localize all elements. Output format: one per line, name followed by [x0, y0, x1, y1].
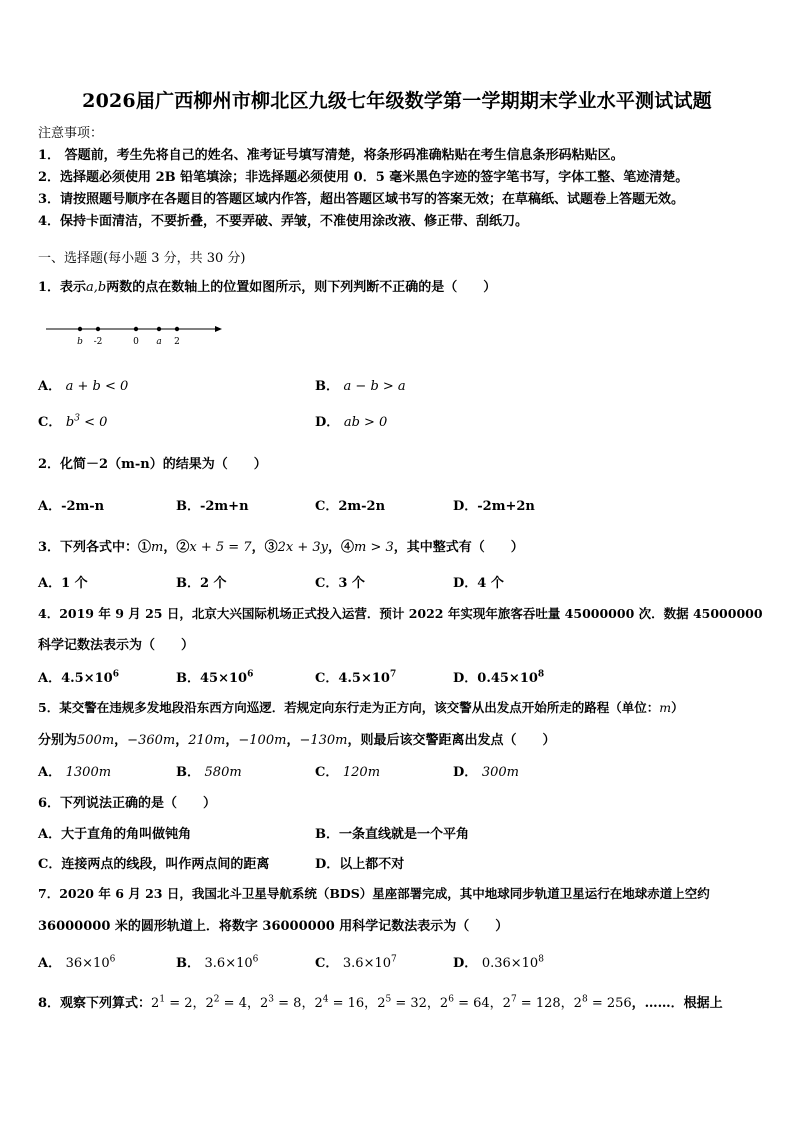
q7-option-b: B． $3.6\times 10^6$	[176, 954, 259, 971]
q7-option-a: A． $36\times 10^6$	[38, 954, 116, 971]
notice-item-2: 2．选择题必须使用 2B 铅笔填涂；非选择题必须使用 0．5 毫米黑色字迹的签字笔书写，字体工整、笔迹清楚。	[38, 170, 689, 185]
point-b	[78, 327, 82, 331]
q1-option-b: B． a − b > a	[315, 379, 406, 394]
q5-option-b: B． 580m	[176, 765, 242, 780]
q4-option-a: A．$4.5\times 10^6$	[38, 669, 119, 686]
q7-option-d: D． $0.36\times 10^8$	[453, 954, 544, 971]
question-4-line-2: 科学记数法表示为（ ）	[38, 638, 195, 653]
q3-option-b: B．2 个	[176, 576, 227, 591]
q6-option-d: D．以上都不对	[315, 857, 405, 872]
q8-power-2: $2^2 = 4$	[205, 994, 247, 1011]
question-3-stem: 3．下列各式中：①m，②x + 5 = 7，③2x + 3y，④m > 3，其中整式有（ ）	[38, 540, 524, 555]
q3-option-d: D．4 个	[453, 576, 504, 591]
number-line-arrow	[215, 326, 222, 332]
q3-option-c: C．3 个	[315, 576, 365, 591]
label-neg2: -2	[93, 337, 103, 347]
q1-option-c: C． $b^3 < 0$	[38, 413, 108, 430]
question-7-line-2: 36000000 米的圆形轨道上．将数字 36000000 用科学记数法表示为（ ）	[38, 919, 509, 934]
section-heading: 一、选择题(每小题 3 分，共 30 分)	[38, 251, 246, 266]
q8-power-1: $2^1 = 2$	[151, 994, 193, 1011]
number-line	[38, 320, 238, 350]
q8-power-4: $2^4 = 16$	[314, 994, 365, 1011]
q8-power-3: $2^3 = 8$	[259, 994, 302, 1011]
question-7-line-1: 7．2020 年 6 月 23 日，我国北斗卫星导航系统（BDS）星座部署完成，其中地球同步轨道卫星运行在地球赤道上空约	[38, 886, 710, 901]
notice-heading: 注意事项：	[38, 126, 104, 141]
q1-stem-a: 1．表示	[38, 280, 87, 295]
q4-option-b: B．$45\times 10^6$	[176, 669, 254, 686]
q3-option-a: A．1 个	[38, 576, 88, 591]
q4-option-d: D．$0.45\times 10^8$	[453, 669, 545, 686]
question-6-stem: 6．下列说法正确的是（ ）	[38, 796, 217, 811]
label-2: 2	[174, 337, 180, 347]
q1-option-a: A． a + b < 0	[38, 379, 129, 394]
q2-option-a: A．-2m-n	[38, 499, 105, 514]
q2-option-b: B．-2m+n	[176, 499, 249, 514]
q4-option-c: C．$4.5\times 10^7$	[315, 669, 397, 686]
point-0	[134, 327, 138, 331]
q5-option-a: A． 1300m	[38, 765, 112, 780]
point-neg2	[96, 327, 100, 331]
question-5-line-2: 分别为500m，−360m，210m，−100m，−130m，则最后该交警距离出发点（ ）	[38, 733, 556, 748]
q1-vars: a,b	[86, 280, 107, 295]
q7-option-c: C． $3.6\times 10^7$	[315, 954, 397, 971]
question-4-line-1: 4．2019 年 9 月 25 日，北京大兴国际机场正式投入运营．预计 2022 年实现年旅客吞吐量 45000000 次．数据 45000000	[38, 606, 763, 621]
label-0: 0	[133, 337, 139, 347]
q6-option-b: B．一条直线就是一个平角	[315, 827, 469, 842]
q5-option-d: D． 300m	[453, 765, 519, 780]
question-8-stem: 8．观察下列算式：$2^1 = 2$，$2^2 = 4$，$2^3 = 8$，$2^4 = 16$，$2^5 = 32$，$2^6 = 64$，$2^7 = 128$，$2^8 = 256$，……．根据上	[38, 994, 723, 1011]
q5-option-c: C． 120m	[315, 765, 381, 780]
notice-item-4: 4．保持卡面清洁，不要折叠，不要弄破、弄皱，不准使用涂改液、修正带、刮纸刀。	[38, 214, 529, 229]
label-a: a	[156, 337, 162, 347]
q6-option-c: C．连接两点的线段，叫作两点间的距离	[38, 857, 270, 872]
point-a	[157, 327, 161, 331]
q2-option-d: D．-2m+2n	[453, 499, 535, 514]
q1-option-d: D． ab > 0	[315, 415, 388, 430]
label-b: b	[77, 337, 83, 347]
q8-power-7: $2^7 = 128$	[502, 994, 561, 1011]
question-5-line-1: 5．某交警在违规多发地段沿东西方向巡逻．若规定向东行走为正方向，该交警从出发点开始所走的路程（单位：m）	[38, 700, 684, 715]
point-2	[175, 327, 179, 331]
notice-item-3: 3．请按照题号顺序在各题目的答题区域内作答，超出答题区域书写的答案无效；在草稿纸、试题卷上答题无效。	[38, 192, 685, 207]
question-1-stem	[38, 276, 496, 295]
q6-option-a: A．大于直角的角叫做钝角	[38, 827, 192, 842]
notice-item-1: 1． 答题前，考生先将自己的姓名、准考证号填写清楚，将条形码准确粘贴在考生信息条形码粘贴区。	[38, 148, 624, 163]
q8-power-5: $2^5 = 32$	[377, 994, 427, 1011]
question-2-stem: 2．化简－2（m-n）的结果为（ ）	[38, 457, 267, 472]
q2-option-c: C．2m-2n	[315, 499, 386, 514]
q8-power-series: $2^1 = 2$，$2^2 = 4$，$2^3 = 8$，$2^4 = 16$，$2^5 = 32$，$2^6 = 64$，$2^7 = 128$，$2^8 = 256$	[151, 994, 632, 1011]
q1-stem-b: 两数的点在数轴上的位置如图所示，则下列判断不正确的是（ ）	[106, 280, 497, 295]
page-title: 2026届广西柳州市柳北区九级七年级数学第一学期期末学业水平测试试题	[82, 90, 712, 112]
q8-power-8: $2^8 = 256$	[573, 994, 632, 1011]
q8-power-6: $2^6 = 64$	[439, 994, 490, 1011]
